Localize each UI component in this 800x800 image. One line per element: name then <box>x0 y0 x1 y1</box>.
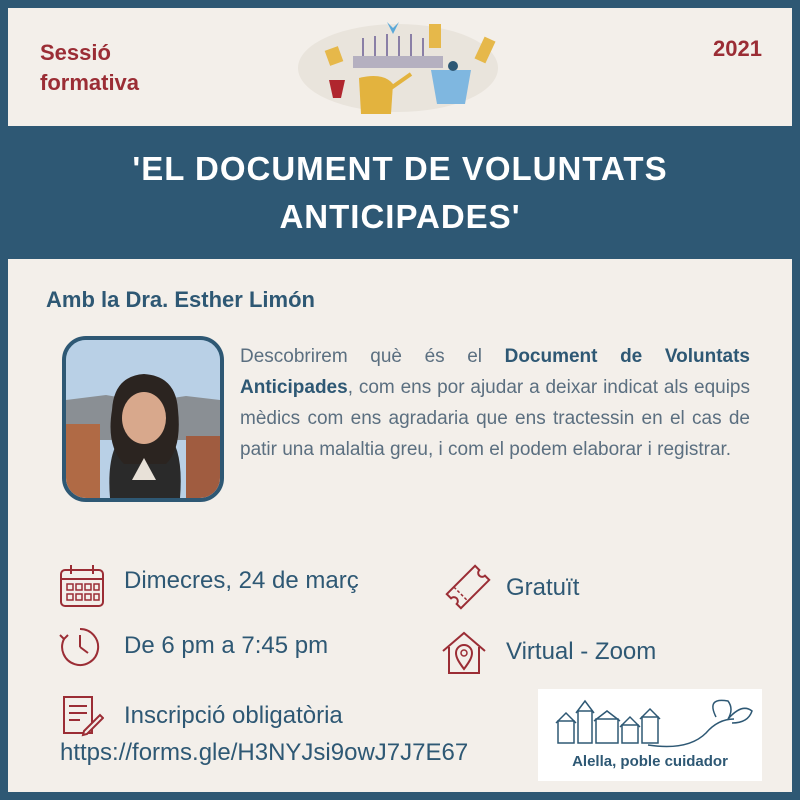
title-band <box>0 126 800 259</box>
clock-icon <box>58 625 102 669</box>
portrait-image <box>66 340 220 498</box>
speaker-name: Amb la Dra. Esther Limón <box>46 287 315 312</box>
registration-note: Inscripció obligatòria <box>124 702 343 729</box>
ticket-icon <box>440 559 496 615</box>
calendar-icon <box>58 562 106 610</box>
form-icon <box>60 693 104 737</box>
description-highlight: Document de Voluntats Anticipades <box>240 346 750 398</box>
year-label: 2021 <box>713 36 762 61</box>
header-panel <box>8 8 792 126</box>
gardening-illustration <box>293 8 503 118</box>
location-home-icon <box>440 629 488 677</box>
event-location: Virtual - Zoom <box>506 638 657 665</box>
event-price: Gratuït <box>506 574 580 601</box>
alella-logo <box>538 689 762 781</box>
event-description: Descobrirem què és el Document de Voluntats Anticipades, com ens por ajudar a deixar indicat als equips mèdics com ens agradaria que ens tractessin en el cas de patir una malaltia greu, i com el podem elaborar i registrar. <box>240 346 750 460</box>
speaker-photo <box>62 336 224 502</box>
event-date: Dimecres, 24 de març <box>124 567 359 594</box>
event-title: 'EL DOCUMENT DE VOLUNTATS ANTICIPADES' <box>132 149 668 235</box>
event-time: De 6 pm a 7:45 pm <box>124 632 329 659</box>
registration-link[interactable]: https://forms.gle/H3NYJsi9owJ7J7E67 <box>60 739 469 766</box>
session-label: Sessió formativa <box>40 40 140 95</box>
logo-text: Alella, poble cuidador <box>572 753 728 770</box>
village-butterfly-logo <box>538 689 762 753</box>
content-panel <box>8 259 792 792</box>
